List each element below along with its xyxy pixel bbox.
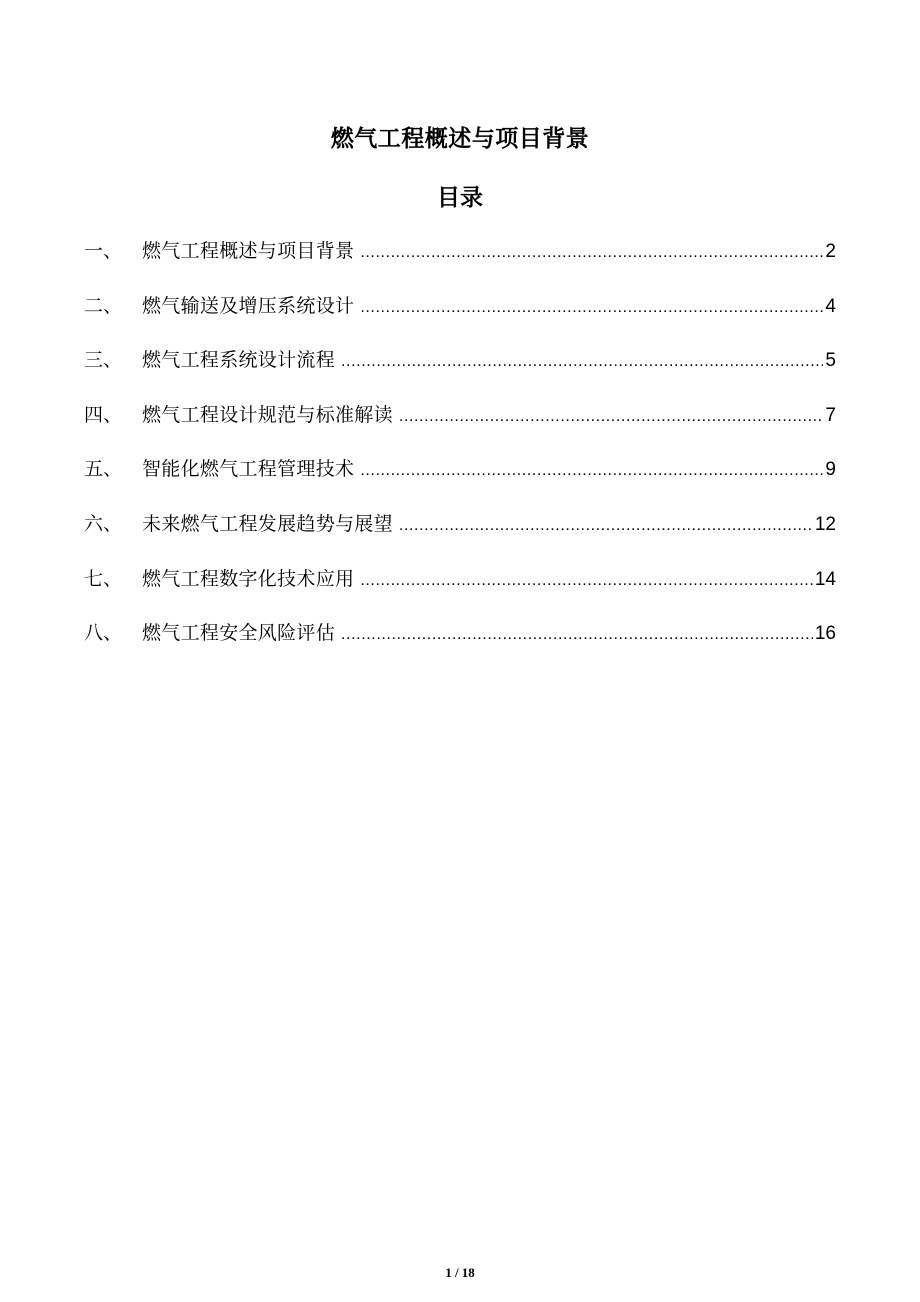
toc-entry-number: 八、 [84,622,123,645]
toc-entry-6[interactable] [84,507,836,562]
toc-heading: 目录 [437,185,483,211]
toc-dot-leader [341,618,813,652]
toc-entry-number: 三、 [84,349,123,372]
table-of-contents [84,234,836,671]
toc-dot-leader [360,454,823,488]
toc-entry-title: 燃气工程安全风险评估 [142,622,336,645]
toc-entry-title: 智能化燃气工程管理技术 [142,458,355,481]
toc-entry-title: 燃气工程系统设计流程 [142,349,336,372]
toc-entry-4[interactable] [84,398,836,453]
toc-entry-page: 7 [825,404,836,426]
toc-entry-title: 燃气工程设计规范与标准解读 [142,403,393,426]
toc-dot-leader [360,564,813,598]
toc-entry-page: 14 [814,568,836,590]
toc-entry-7[interactable] [84,562,836,617]
toc-entry-page: 16 [814,623,836,645]
toc-entry-number: 二、 [84,294,123,317]
toc-dot-leader [341,345,823,379]
toc-entry-number: 四、 [84,403,123,426]
document-title: 燃气工程概述与项目背景 [330,126,590,152]
toc-dot-leader [399,400,824,434]
toc-entry-number: 七、 [84,567,123,590]
toc-entry-8[interactable] [84,616,836,671]
toc-entry-title: 燃气输送及增压系统设计 [142,294,355,317]
toc-entry-2[interactable] [84,289,836,344]
page-indicator: 1 / 18 [445,1265,475,1280]
toc-entry-page: 12 [814,513,836,535]
toc-entry-page: 5 [825,350,836,372]
toc-entry-number: 五、 [84,458,123,481]
toc-entry-page: 4 [825,295,836,317]
toc-entry-title: 燃气工程概述与项目背景 [142,240,355,262]
toc-dot-leader [399,509,813,543]
toc-dot-leader [360,236,823,270]
toc-entry-5[interactable] [84,452,836,507]
toc-entry-title: 燃气工程数字化技术应用 [142,567,355,590]
toc-entry-page: 9 [825,459,836,481]
toc-entry-title: 未来燃气工程发展趋势与展望 [142,512,393,535]
toc-entry-3[interactable] [84,343,836,398]
toc-entry-number: 一、 [84,240,123,262]
toc-entry-1[interactable] [84,234,836,289]
toc-dot-leader [360,291,823,325]
toc-entry-page: 2 [825,241,836,262]
toc-entry-number: 六、 [84,512,123,535]
